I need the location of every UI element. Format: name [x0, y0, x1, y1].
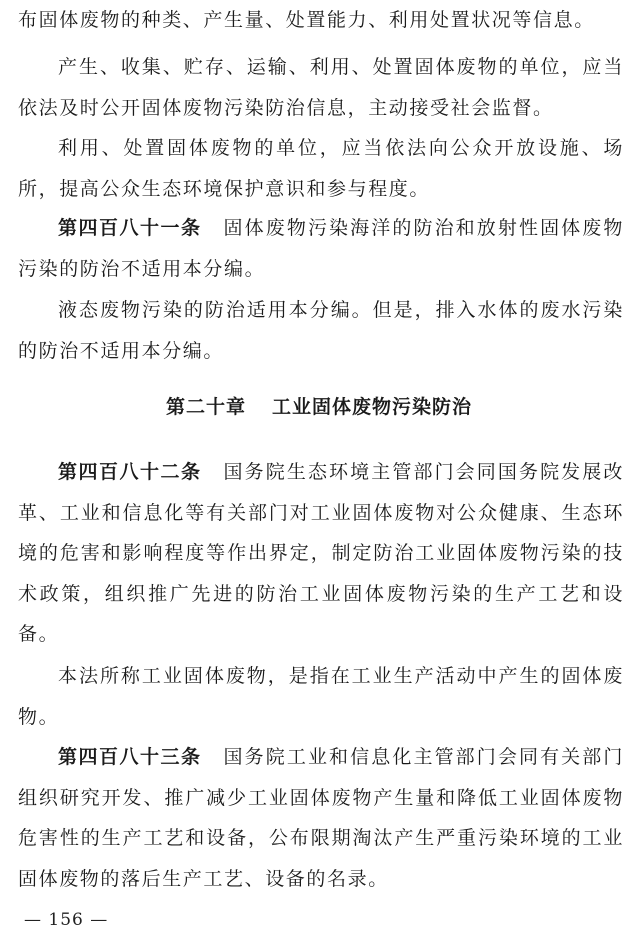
- chapter-number: 第二十章: [165, 396, 246, 418]
- paragraph-text: 国务院生态环境主管部门会同国务院发展改革、工业和信息化等有关部门对工业固体废物对公众健康、生态环境的危害和影响程度等作出界定，制定防治工业固体废物污染的技术政策，组织推广先进的防治工业固体废物污染的生产工艺和设备。: [18, 461, 624, 645]
- paragraph-continued: [18, 0, 624, 41]
- paragraph-text: 本法所称工业固体废物，是指在工业生产活动中产生的固体废物。: [18, 665, 624, 728]
- paragraph-text: 产生、收集、贮存、运输、利用、处置固体废物的单位，应当依法及时公开固体废物污染防治信息，主动接受社会监督。: [18, 56, 624, 119]
- article-number: 第四百八十三条: [58, 746, 202, 768]
- paragraph: [18, 290, 624, 371]
- page-number: — 156 —: [24, 910, 109, 930]
- article-paragraph: [18, 737, 624, 899]
- paragraph: [18, 128, 624, 209]
- paragraph: [18, 47, 624, 128]
- paragraph-text: 固体废物污染海洋的防治和放射性固体废物污染的防治不适用本分编。: [18, 217, 624, 280]
- paragraph-text: 液态废物污染的防治适用本分编。但是，排入水体的废水污染的防治不适用本分编。: [18, 299, 624, 362]
- paragraph-text: 国务院工业和信息化主管部门会同有关部门组织研究开发、推广减少工业固体废物产生量和降低工业固体废物危害性的生产工艺和设备，公布限期淘汰产生严重污染环境的工业固体废物的落后生产工艺、设备的名录。: [18, 746, 624, 890]
- article-number: 第四百八十二条: [58, 461, 202, 483]
- article-paragraph: [18, 208, 624, 289]
- chapter-heading: [0, 392, 638, 419]
- article-number: 第四百八十一条: [58, 217, 202, 239]
- paragraph: [18, 656, 624, 737]
- paragraph-text: 布固体废物的种类、产生量、处置能力、利用处置状况等信息。: [18, 9, 595, 31]
- article-paragraph: [18, 452, 624, 655]
- paragraph-text: 利用、处置固体废物的单位，应当依法向公众开放设施、场所，提高公众生态环境保护意识和参与程度。: [18, 137, 624, 200]
- chapter-title: 工业固体废物污染防治: [272, 396, 473, 418]
